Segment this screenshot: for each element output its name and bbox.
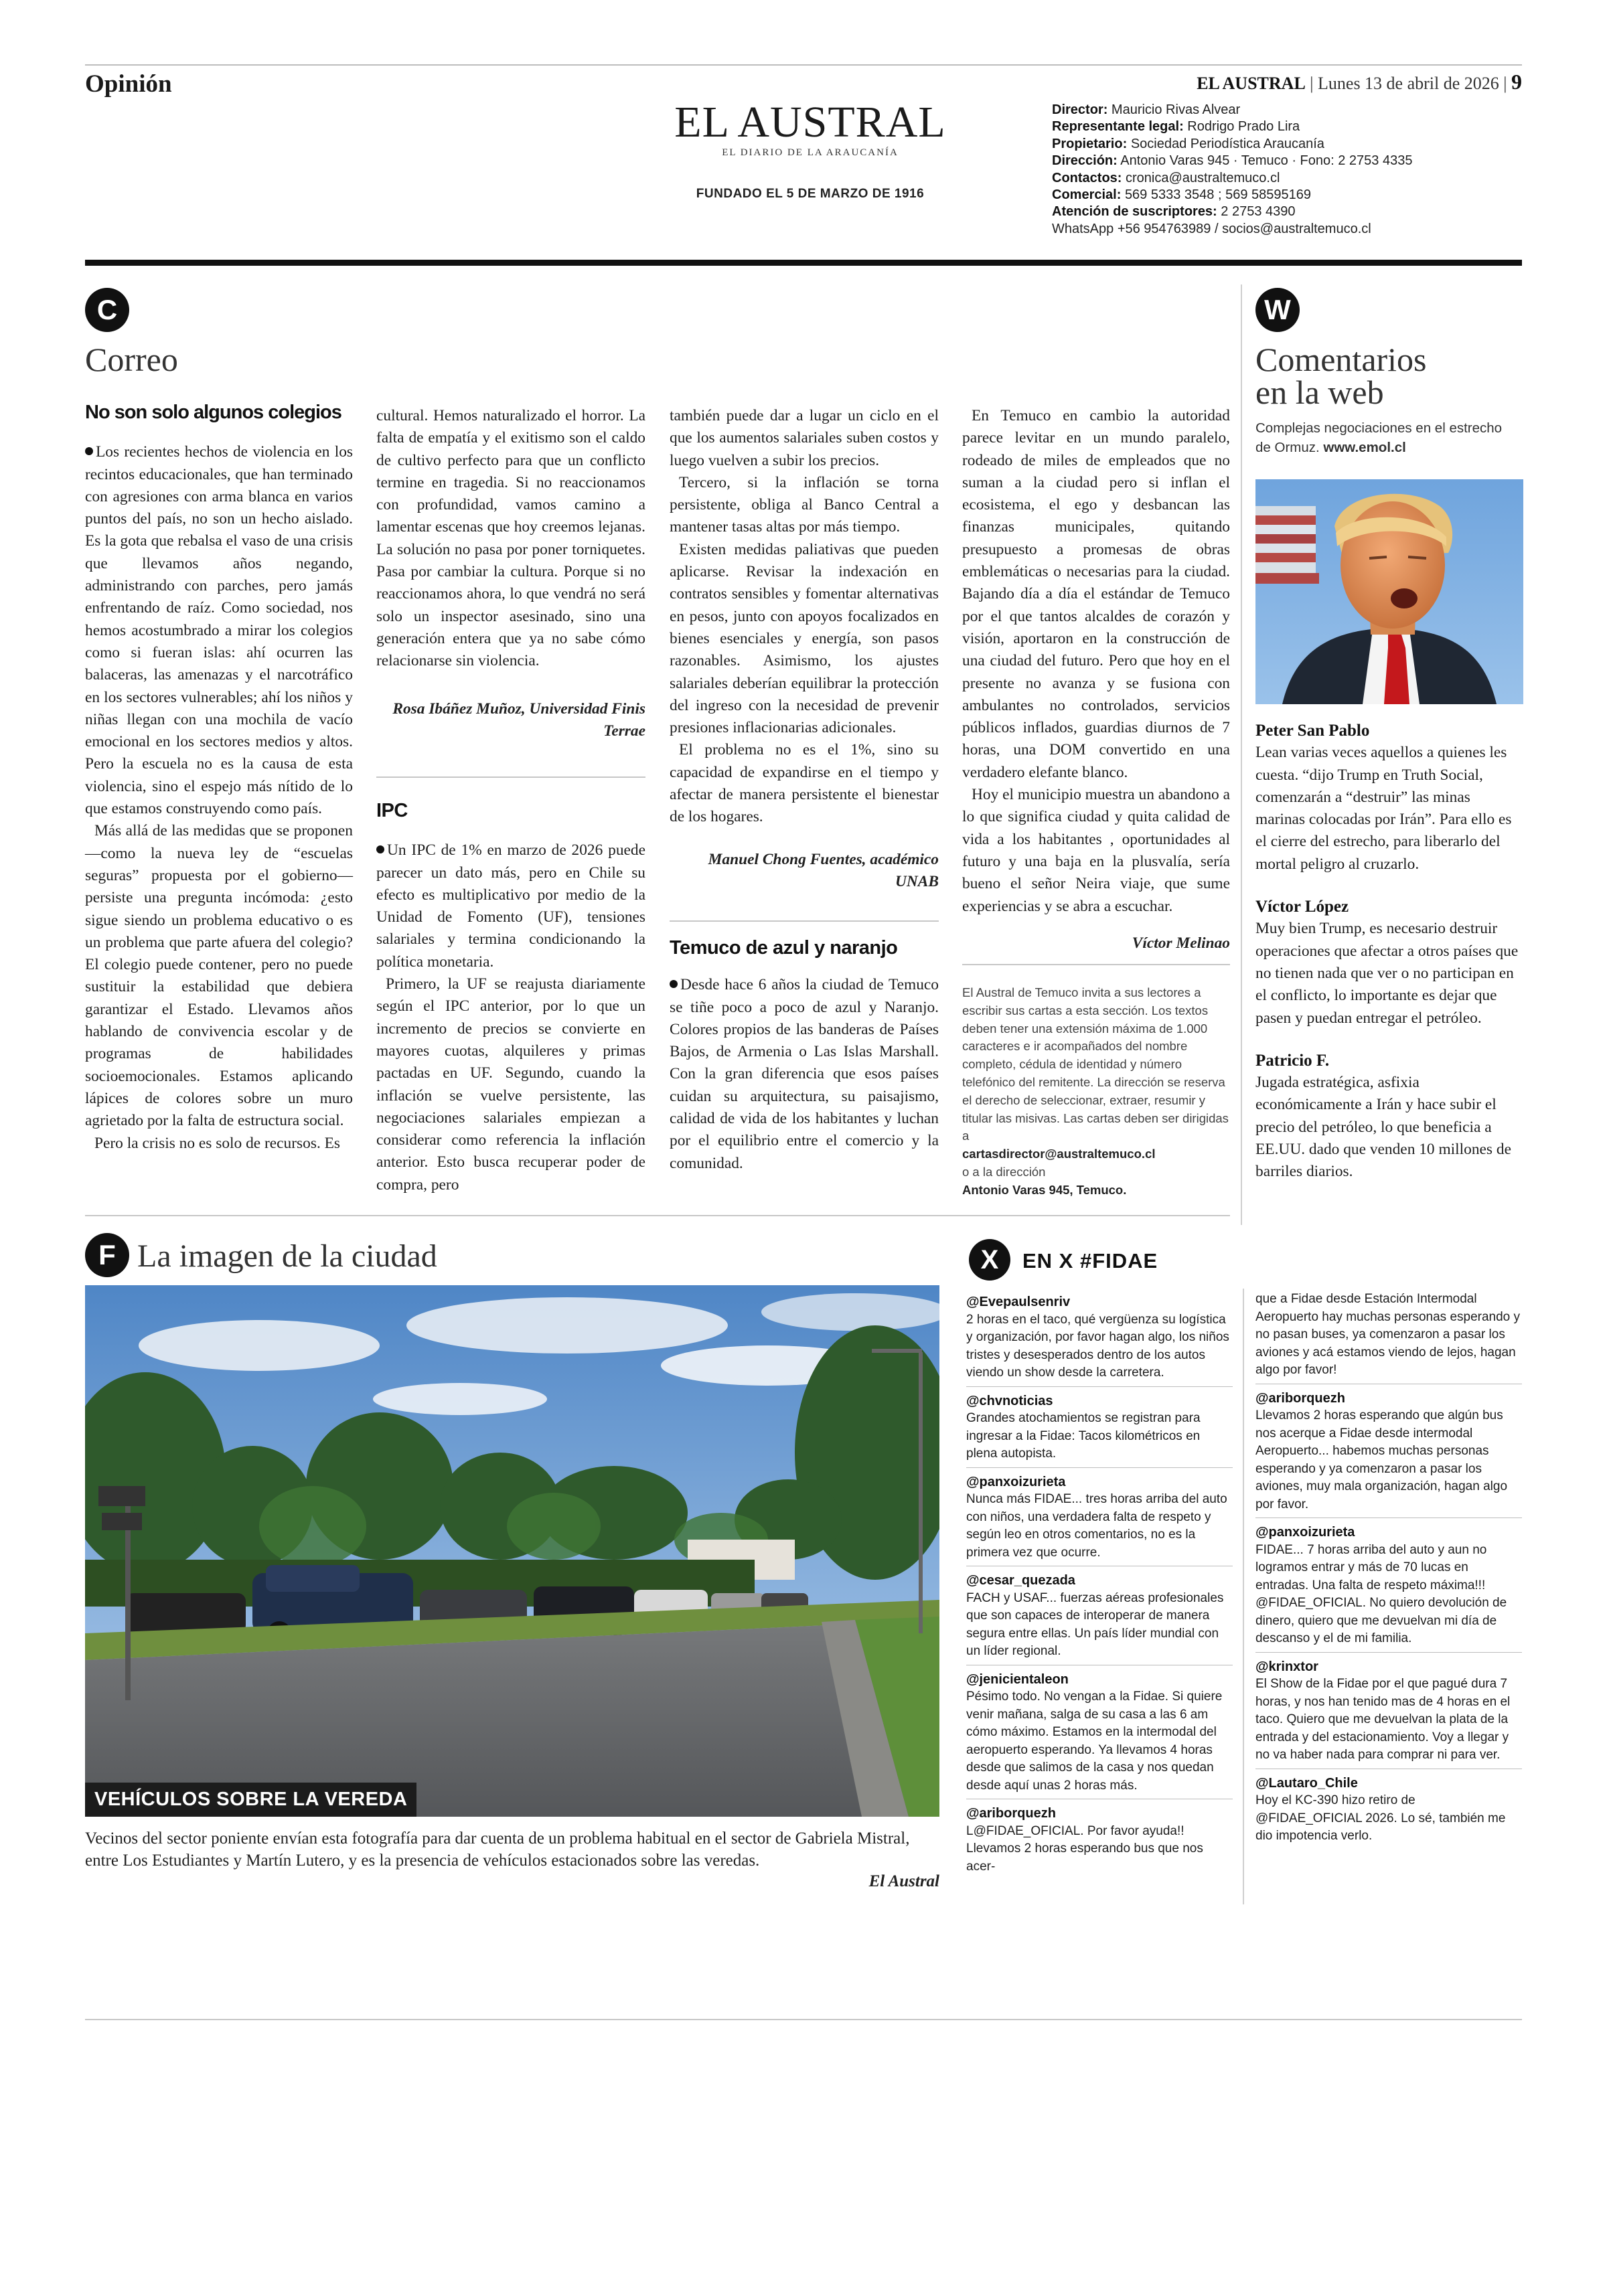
staff-line: Comercial: 569 5333 3548 ; 569 58595169 — [1052, 187, 1311, 203]
divider — [670, 920, 939, 922]
photo-credit: El Austral — [868, 1872, 939, 1890]
tweet-user[interactable]: @cesar_quezada — [966, 1573, 1075, 1588]
tweet-text: El Show de la Fidae por el que pagué dura 7 horas, y nos han tenido mas de 4 horas en el taco. Quiero que me devuelvan la plata de la entrada y del estacionamiento. Voy a llegar y no va haber nada para comprar ni para ver. — [1255, 1677, 1511, 1762]
letter-3-paragraph: Hoy el municipio muestra un abandono a lo que significa ciudad y quita calidad de vida a los habitantes , oportunidades al futuro y una baja en la plusvalía, sería bueno el señor Neira viaje, que sume experiencias y se abra a escuchar. — [962, 786, 1230, 915]
city-image-badge: F — [85, 1233, 129, 1277]
notice-or: o a la dirección — [962, 1164, 1046, 1179]
commenter-name: Víctor López — [1255, 898, 1349, 916]
tweet-user[interactable]: @panxoizurieta — [1255, 1525, 1355, 1540]
tweet — [1255, 1390, 1522, 1519]
tweet-text: FIDAE... 7 horas arriba del auto y aun no logramos entrar y más de 70 lucas en entradas. Una falta de respeto máxima!!! @FIDAE_OFICIAL. No quiero devolución de dinero, quiero que me devuelvan mi día de descanso y el de mi familia. — [1255, 1542, 1507, 1645]
letter-1-paragraph: Más allá de las medidas que se proponen —como la nueva ley de “escuelas seguras” propuesta por el gobierno— persiste una pregunta incómoda: ¿esto sigue siendo un problema educativo o es un problema que parte afuera del colegio? El colegio puede contener, pero no puede sustituir la estabilidad que debiera garantizar el Estado. Llevamos años hablando de convivencia escolar y de programas de habilidades socioemocionales. Estamos aplicando lápices de colores sobre un muro agrietado por la falta de estructura social. — [85, 822, 353, 1130]
divider — [376, 776, 645, 778]
letter-2-headline: IPC — [376, 800, 408, 821]
news-photo — [1255, 479, 1523, 704]
date-text: Lunes 13 de abril de 2026 — [1318, 74, 1499, 93]
notice-text: El Austral de Temuco invita a sus lectores a escribir sus cartas a esta sección. Los textos deben tener una extensión máxima de 1.000 caracteres e ir acompañados del nombre completo, cédula de identidad y número telefónico del remitente. La dirección se reserva el derecho de seleccionar, extraer, resumir y titular las misivas. Las cartas deben ser dirigidas a — [962, 985, 1229, 1143]
comment-text: Lean varias veces aquellos a quienes les cuesta. “dijo Trump en Truth Social, comenzarán a “destruir” las minas marinas colocadas por Irán”. Para ello es el cierre del estrecho, para liberarlo del mortal peligro al cruzarlo. — [1255, 744, 1512, 873]
letter-2-paragraph: Un IPC de 1% en marzo de 2026 puede parecer un dato más, pero en Chile su efecto es multiplicativo por medio de la Unidad de Fomento (UF), tensiones salariales y termina condicionando la política monetaria. — [376, 841, 645, 971]
staff-line: Contactos: cronica@australtemuco.cl — [1052, 170, 1280, 185]
letters-notice — [962, 984, 1230, 1200]
tweet-text: que a Fidae desde Estación Intermodal Aeropuerto hay muchas personas esperando y no pasan buses, ya comenzaron a pasar los aviones y acá estamos viendo de lejos, hagan algo por favor! — [1255, 1292, 1521, 1377]
web-badge: W — [1255, 288, 1300, 332]
tweet-text: Grandes atochamientos se registran para ingresar a la Fidae: Tacos kilométricos en plena autopista. — [966, 1411, 1201, 1461]
notice-address: Antonio Varas 945, Temuco. — [962, 1182, 1127, 1197]
staff-line: WhatsApp +56 954763989 / socios@australtemuco.cl — [1052, 221, 1371, 236]
section-label: Opinión — [85, 70, 172, 98]
tweet-continued — [1255, 1291, 1522, 1384]
tweet — [1255, 1524, 1522, 1653]
letter-2-paragraph: El problema no es el 1%, sino su capacidad de expandirse en el tiempo y afectar de manera persistente el bienestar de los hogares. — [670, 741, 939, 826]
staff-line: Propietario: Sociedad Periodística Araucanía — [1052, 136, 1324, 151]
letter-2-paragraph: también puede dar a lugar un ciclo en el que los aumentos salariales suben costos y luego vuelven a subir los precios. — [670, 407, 939, 469]
letter-1-paragraph: cultural. Hemos naturalizado el horror. La falta de empatía y el exitismo son el caldo de cultivo perfecto para que un conflicto termine en tragedia. Si no reaccionamos con profundidad, vamos camino a lamentar escenas que hoy creemos lejanas. La solución no pasa por poner torniquetes. Pasa por cambiar la cultura. Porque si no reaccionamos ahora, lo que vendrá no será solo un inspector asesinado, sino una generación entera que ya no sabe cómo relacionarse sin violencia. — [376, 407, 645, 670]
letter-2-column-1 — [376, 800, 645, 1196]
letter-1-paragraph: Los recientes hechos de violencia en los recintos educacionales, que han terminado con agresiones con arma blanca en varios puntos del país, no son un hecho aislado. Es la gota que rebalsa el vaso de una crisis que llevamos años negando, administrando con parches, pero jamás enfrentando de raíz. Como sociedad, nos hemos acostumbrado a mirar los colegios como si fueran islas: ahí ocurren las balaceras, las amenazas y el narcotráfico en los sectores vulnerables; ahí los niños y niñas llegan con una mochila de vacío emocional en los sectores medios y altos. Pero la escuela no es la causa de esta violencia, sino el espejo más nítido de lo que estamos construyendo como país. — [85, 443, 353, 818]
letter-1-column-1 — [85, 402, 353, 1155]
letter-3-signature: Víctor Melinao — [1132, 934, 1230, 952]
tweet — [966, 1805, 1233, 1880]
tweet — [966, 1473, 1233, 1567]
letter-2-signature: Manuel Chong Fuentes, académico UNAB — [708, 850, 939, 890]
city-photo — [85, 1285, 939, 1817]
comment-text: Jugada estratégica, asfixia económicamente a Irán y hace subir el precio del petróleo, lo que beneficia a EE.UU. dado que venden 10 millones de barriles diarios. — [1255, 1074, 1511, 1181]
tweet-user[interactable]: @Lautaro_Chile — [1255, 1775, 1358, 1791]
date-line: EL AUSTRAL | Lunes 13 de abril de 2026 | 9 — [1197, 70, 1522, 94]
x-feed-column-2 — [1255, 1291, 1522, 1855]
correo-badge: C — [85, 288, 129, 332]
tweet-text: L@FIDAE_OFICIAL. Por favor ayuda!! Llevamos 2 horas esperando bus que nos acer- — [966, 1823, 1203, 1874]
section-divider — [85, 1215, 1230, 1216]
web-title-line-1: Comentarios — [1255, 341, 1427, 378]
x-feed-column-1 — [966, 1293, 1233, 1885]
page-number: 9 — [1511, 70, 1522, 94]
bullet-dot-icon — [670, 980, 678, 988]
web-comment — [1255, 1050, 1522, 1183]
letter-1-column-2 — [376, 405, 645, 742]
masthead-logo: EL AUSTRAL — [674, 98, 946, 147]
tweet-text: Pésimo todo. No vengan a la Fidae. Si quiere venir mañana, salga de su casa a las 6 am cómo máximo. Estamos en la intermodal del aeropuerto esperando. Ya llevamos 4 horas desde que salimos de la casa y nos quedan desde aquí unas 2 horas más. — [966, 1690, 1223, 1793]
x-badge: X — [969, 1239, 1010, 1281]
tweet-text: 2 horas en el taco, qué vergüenza su logística y organización, por favor hagan algo, los niños tristes y desesperados dentro de los autos viendo un show desde la carretera. — [966, 1312, 1229, 1380]
tweet — [1255, 1658, 1522, 1769]
founded-line: FUNDADO EL 5 DE MARZO DE 1916 — [696, 187, 925, 201]
tweet — [966, 1293, 1233, 1387]
letter-2-column-2 — [670, 405, 939, 893]
web-comments — [1255, 720, 1522, 1183]
letter-3-column-2 — [962, 405, 1230, 955]
bullet-dot-icon — [376, 845, 384, 853]
bottom-rule — [85, 2019, 1522, 2020]
letter-2-paragraph: Existen medidas paliativas que pueden aplicarse. Revisar la indexación en contratos sensibles y fomentar alternativas en pesos, junto con apoyos focalizados en bienes esenciales y energía, son pasos razonables. Asimismo, los ajustes salariales deberían equilibrar la protección del ingreso con la necesidad de prevenir presiones inflacionarias adicionales. — [670, 540, 939, 737]
top-rule — [85, 64, 1522, 66]
web-site-link[interactable]: www.emol.cl — [1323, 440, 1406, 455]
web-subtitle: Complejas negociaciones en el estrecho de Ormuz. www.emol.cl — [1255, 420, 1503, 455]
notice-email: cartasdirector@australtemuco.cl — [962, 1147, 1156, 1161]
commenter-name: Peter San Pablo — [1255, 722, 1370, 740]
masthead-tagline: EL DIARIO DE LA ARAUCANÍA — [722, 147, 899, 158]
x-title: EN X #FIDAE — [1022, 1249, 1158, 1273]
tweet-text: Llevamos 2 horas esperando que algún bus nos acerque a Fidae desde intermodal Aeropuerto... habemos muchas personas esperando y ya comenzaron a pasar los aviones, muy mala organización, hagan algo por favor. — [1255, 1408, 1508, 1511]
bullet-dot-icon — [85, 447, 93, 455]
tweet-user[interactable]: @jenicientaleon — [966, 1671, 1069, 1687]
staff-box — [1052, 102, 1412, 238]
correo-title: Correo — [85, 341, 178, 378]
tweet-user[interactable]: @ariborquezh — [966, 1806, 1056, 1821]
letter-3-column-1 — [670, 937, 939, 1175]
tweet-text: Hoy el KC-390 hizo retiro de @FIDAE_OFICIAL 2026. Lo sé, también me dio impotencia verlo. — [1255, 1793, 1506, 1843]
city-photo-image — [85, 1285, 939, 1817]
divider — [962, 964, 1230, 965]
photo-label: VEHÍCULOS SOBRE LA VEREDA — [85, 1783, 416, 1817]
comment-text: Muy bien Trump, es necesario destruir operaciones que afectar a otros países que no tienen nada que ver o no participan en el conflicto, lo importante es dejar que pasen y puedan entregar el petróleo. — [1255, 920, 1519, 1027]
masthead-logo-block — [670, 100, 951, 201]
tweet — [966, 1671, 1233, 1800]
tweet-text: Nunca más FIDAE... tres horas arriba del auto con niños, una verdadera falta de respeto y según leo en otros comentarios, no es la primera vez que ocurre. — [966, 1492, 1227, 1560]
letter-1-signature: Rosa Ibáñez Muñoz, Universidad Finis Terrae — [392, 700, 645, 740]
tweet — [966, 1572, 1233, 1665]
web-comment — [1255, 896, 1522, 1030]
tweet — [966, 1392, 1233, 1468]
commenter-name: Patricio F. — [1255, 1051, 1330, 1070]
column-divider — [1243, 1289, 1244, 1904]
tweet — [1255, 1775, 1522, 1850]
date-brand: EL AUSTRAL — [1197, 74, 1306, 93]
photo-caption: Vecinos del sector poniente envían esta fotografía para dar cuenta de un problema habitual en el sector de Gabriela Mistral, entre Los Estudiantes y Martín Lutero, y es la presencia de vehículos estacionados sobre las veredas. — [85, 1829, 910, 1870]
tweet-user[interactable]: @panxoizurieta — [966, 1474, 1066, 1489]
staff-line: Director: Mauricio Rivas Alvear — [1052, 102, 1241, 117]
tweet-user[interactable]: @ariborquezh — [1255, 1390, 1345, 1406]
staff-line: Representante legal: Rodrigo Prado Lira — [1052, 119, 1300, 135]
letter-2-paragraph: Tercero, si la inflación se torna persistente, obliga al Banco Central a mantener tasas altas por más tiempo. — [670, 473, 939, 536]
city-image-title: La imagen de la ciudad — [137, 1238, 437, 1274]
tweet-user[interactable]: @krinxtor — [1255, 1659, 1318, 1674]
news-photo-image — [1255, 479, 1523, 704]
letter-1-headline: No son solo algunos colegios — [85, 402, 341, 423]
letter-2-paragraph: Primero, la UF se reajusta diariamente según el IPC anterior, por lo que un incremento de precios se convierte en mayores cuotas, alquileres y primas pactadas en UF. Segundo, cuando la inflación se vuelve persistente, las negociaciones salariales empiezan a considerar como referencia la inflación anterior. Esto busca recuperar poder de compra, pero — [376, 975, 645, 1194]
letter-3-paragraph: En Temuco en cambio la autoridad parece levitar en un mundo paralelo, rodeado de miles de empleados que no suman a la ciudad pero si inflan el ecosistema, el ego y desbancan las finanzas municipales, quitando presupuesto a promesas de obras emblemáticas o necesarias para la ciudad. Bajando día a día el estándar de Temuco por el que tantos alcaldes de corazón y visión, aportaron en la construcción de una ciudad del futuro. Pero que hoy en el presente no avanza y se fusiona con ambulantes no controlados, servicios públicos inflados, guardias diurnos de 7 horas, una DOM convertido en una verdadero elefante blanco. — [962, 407, 1230, 781]
tweet-user[interactable]: @chvnoticias — [966, 1393, 1053, 1408]
letter-3-headline: Temuco de azul y naranjo — [670, 937, 898, 959]
masthead-rule — [85, 260, 1522, 266]
web-title-line-2: en la web — [1255, 374, 1384, 411]
letter-3-paragraph: Desde hace 6 años la ciudad de Temuco se tiñe poco a poco de azul y Naranjo. Colores propios de las banderas de Países Bajos, de Armenia o Las Islas Marshall. Con la gran diferencia que esos países cuidan su arquitectura, su paisajismo, calidad de vida de los habitantes y luchan por el equilibrio entre el comercio y la comunidad. — [670, 976, 939, 1172]
tweet-user[interactable]: @Evepaulsenriv — [966, 1295, 1071, 1309]
column-divider — [1241, 284, 1242, 1225]
web-comment — [1255, 720, 1522, 876]
letter-1-paragraph: Pero la crisis no es solo de recursos. Es — [94, 1134, 341, 1152]
tweet-text: FACH y USAF... fuerzas aéreas profesionales que son capaces de interoperar de manera segura entre ellas. Un país líder mundial con un líder regional. — [966, 1590, 1224, 1658]
staff-line: Dirección: Antonio Varas 945 · Temuco · Fono: 2 2753 4335 — [1052, 153, 1413, 169]
staff-line: Atención de suscriptores: 2 2753 4390 — [1052, 204, 1296, 220]
